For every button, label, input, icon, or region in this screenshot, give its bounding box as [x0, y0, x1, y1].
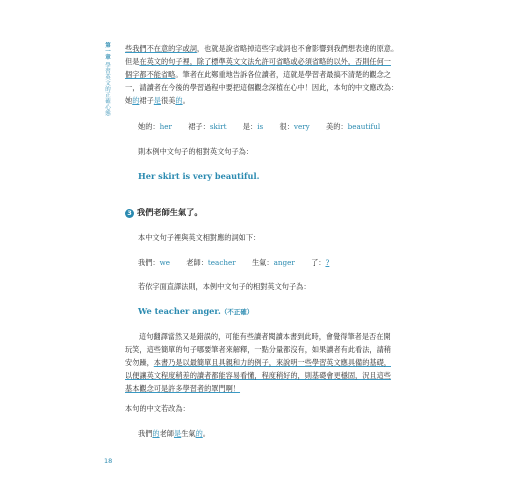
zh-word: 是 [242, 122, 250, 131]
underlined-text: 基本觀念可是許多學習者的罩門啊！ [125, 384, 241, 393]
example-sentence: We teacher anger. [138, 306, 221, 316]
zh-word: 很 [279, 122, 287, 131]
en-word: we [159, 258, 170, 267]
underlined-text: 本書乃是以最簡單且具親和力的例子，來說明一些學習英文應具備的基礎， [153, 358, 391, 367]
map-item: 美的：beautiful [326, 122, 381, 131]
zh-word: 老師 [186, 258, 201, 267]
text: 她 [125, 96, 133, 105]
map-item: 老師：teacher [186, 258, 236, 267]
word-map-2 [138, 256, 329, 269]
paragraph-line [125, 55, 405, 68]
intro-text: 則本例中文句子的相對英文句子為： [138, 147, 254, 156]
en-word: ? [325, 258, 330, 267]
highlight-char: 的 [195, 429, 203, 438]
en-word: very [293, 122, 310, 131]
text: 安勿躁， [125, 358, 154, 367]
highlight-char: 的 [175, 96, 183, 105]
paragraph-line: 一，請讀者在今後的學習過程中要把這個觀念深植在心中！因此，本句的中文應改為： [125, 83, 399, 92]
intro-text: 本句的中文若改為： [125, 404, 190, 413]
map-item: 我們：we [138, 258, 170, 267]
en-word: teacher [207, 258, 236, 267]
underlined-text: 以便讓英文程度稍差的讀者都能容易看懂，程度稍好的，則基礎會更穩固，況且這些 [125, 371, 391, 380]
highlight-char: 的 [132, 96, 140, 105]
explanation-paragraph [125, 330, 405, 395]
paragraph-line: 玩笑，這些簡單的句子哪要筆者來解釋，一點分量都沒有，如果讀者有此看法，請稍 [125, 345, 391, 354]
text: 老師 [159, 429, 174, 438]
section-heading [125, 206, 203, 219]
underlined-text: 個字都不能省略 [125, 70, 176, 79]
paragraph-line: 這句翻譯當然又是錯誤的，可能有些讀者閱讀本書到此時，會覺得筆者是否在開 [139, 332, 391, 341]
word-map-1 [138, 120, 380, 133]
paragraph-line [125, 68, 405, 81]
highlight-char: 的 [152, 429, 160, 438]
zh-word: 我們 [138, 258, 153, 267]
text: 很美 [161, 96, 176, 105]
section-title: 我們老師生氣了。 [137, 207, 203, 217]
chapter-label: 第一章 [104, 42, 110, 60]
text: ，也就是說省略掉這些字或詞也不會影響到我們想表達的原意。 [196, 44, 399, 53]
chapter-title: 學習英文的正確心態 [104, 62, 110, 117]
text: 我們 [138, 429, 153, 438]
section-number-badge: 3 [125, 209, 134, 218]
map-item: 生氣：anger [251, 258, 295, 267]
text: 生氣 [181, 429, 196, 438]
text: 。 [202, 429, 210, 438]
paragraph-line [125, 42, 405, 55]
intro-text: 若依字面直譯法則，本例中文句子的相對英文句子為： [138, 282, 311, 291]
zh-word: 美的 [326, 122, 341, 131]
map-item: 很：very [279, 122, 310, 131]
paragraph-line [125, 382, 405, 395]
underlined-text: 在英文的句子裡，除了標準英文文法允許可省略或必須省略的以外，否則任何一 [139, 57, 391, 66]
intro-text: 本中文句子裡與英文相對應的詞如下： [138, 233, 261, 242]
en-word: skirt [209, 122, 227, 131]
highlight-char: 是 [153, 96, 161, 105]
zh-word: 她的 [138, 122, 153, 131]
paragraph-line [125, 356, 405, 369]
text: 但是 [125, 57, 140, 66]
chapter-sidebar [102, 42, 112, 116]
map-item: 是：is [242, 122, 264, 131]
zh-word: 裙子 [188, 122, 203, 131]
en-word: beautiful [347, 122, 381, 131]
en-word: is [257, 122, 264, 131]
en-word: anger [273, 258, 295, 267]
text: 。筆者在此鄭重地告訴各位讀者，這就是學習者最搞不清楚的觀念之 [175, 70, 391, 79]
en-word: her [159, 122, 172, 131]
paragraph-line [125, 94, 405, 107]
map-item: 她的：her [138, 122, 172, 131]
highlight-char: 是 [173, 429, 182, 438]
example-sentence: Her skirt is very beautiful. [138, 171, 260, 181]
corrected-sentence [138, 427, 210, 440]
map-item: 裙子：skirt [188, 122, 227, 131]
underlined-text: 些我們不在意的字或詞 [125, 44, 197, 53]
wrong-example [138, 305, 253, 319]
intro-paragraph [125, 42, 405, 107]
incorrect-tag: （不正確） [220, 308, 254, 316]
zh-word: 生氣 [251, 258, 267, 267]
paragraph-line [125, 369, 405, 382]
map-item: 了：? [311, 258, 330, 267]
text: 。 [182, 96, 190, 105]
page-number: 18 [104, 457, 113, 465]
zh-word: 了 [311, 258, 319, 267]
text: 裙子 [139, 96, 154, 105]
